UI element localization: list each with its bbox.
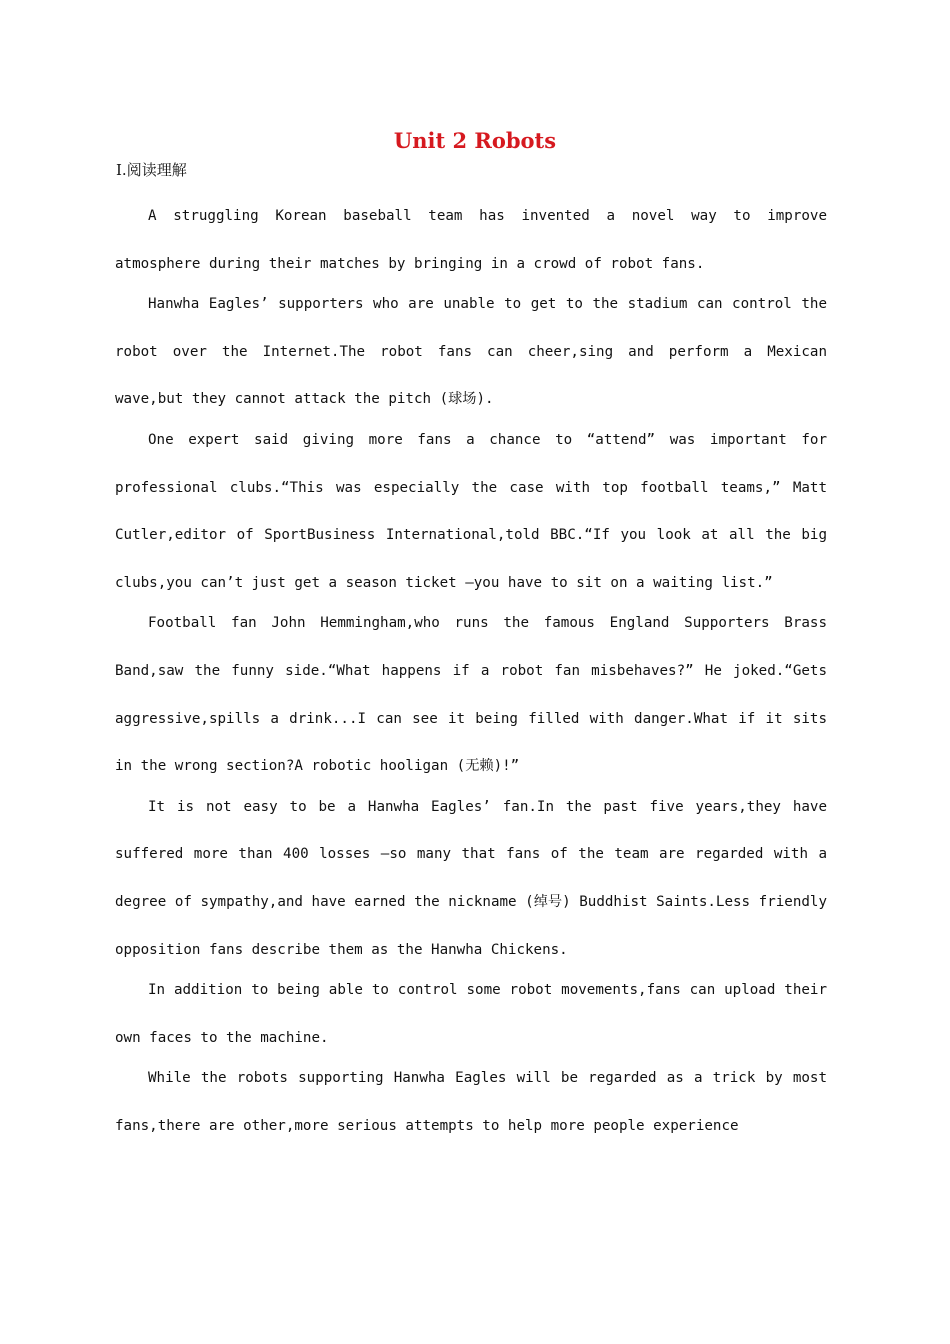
- document-title: Unit 2 Robots: [393, 128, 557, 153]
- paragraph-2: Hanwha Eagles’ supporters who are unable to get to the stadium can control the robot over the Internet.The robot fans can cheer,sing and perform a Mexican wave,but they cannot attack the pitch (球场).: [115, 296, 827, 408]
- paragraph-4: Football fan John Hemmingham,who runs the famous England Supporters Brass Band,saw the funny side.“What happens if a robot fan misbehaves?” He joked.“Gets aggressive,spills a drink...I can see it being filled with danger.What if it sits in the wrong section?A robotic hooligan (无赖)!”: [115, 615, 827, 775]
- paragraph-7: While the robots supporting Hanwha Eagles will be regarded as a trick by most fans,there are other,more serious attempts to help more people experience: [115, 1070, 827, 1134]
- paragraph-1: A struggling Korean baseball team has invented a novel way to improve atmosphere during their matches by bringing in a crowd of robot fans.: [115, 208, 827, 272]
- section-heading: Ⅰ.阅读理解: [116, 161, 187, 179]
- paragraph-6: In addition to being able to control some robot movements,fans can upload their own faces to the machine.: [115, 982, 827, 1046]
- paragraph-5: It is not easy to be a Hanwha Eagles’ fan.In the past five years,they have suffered more than 400 losses —so many that fans of the team are regarded with a degree of sympathy,and have earned the nickname (绰号) Buddhist Saints.Less friendly opposition fans describe them as the Hanwha Chickens.: [115, 798, 827, 958]
- paragraph-3: One expert said giving more fans a chance to “attend” was important for professional clubs.“This was especially the case with top football teams,” Matt Cutler,editor of SportBusiness International,told BBC.“If you look at all the big clubs,you can’t just get a season ticket —you have to sit on a waiting list.”: [115, 431, 827, 591]
- reading-passage: [115, 193, 827, 1143]
